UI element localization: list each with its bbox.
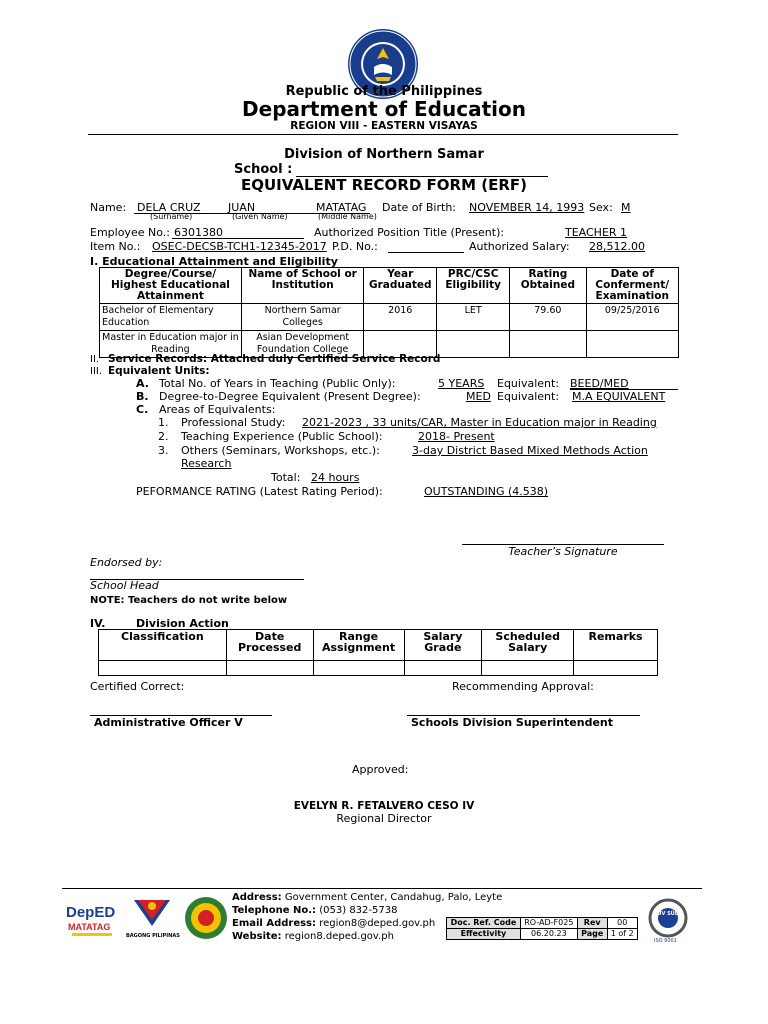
- effectivity-value: 06.20.23: [520, 929, 577, 940]
- cell-remarks[interactable]: [574, 661, 658, 676]
- cell-eligibility: [437, 331, 510, 358]
- cell-range-assignment[interactable]: [313, 661, 404, 676]
- pd-label: P.D. No.:: [332, 240, 378, 253]
- item-a-label: A.: [136, 377, 149, 390]
- cell-degree: Master in Education major in Reading: [100, 331, 242, 358]
- address-value: Government Center, Candahug, Palo, Leyte: [284, 892, 503, 903]
- endorsed-by-label: Endorsed by:: [90, 556, 163, 569]
- page-label: Page: [577, 929, 607, 940]
- phone-value: (053) 832-5738: [319, 905, 398, 916]
- email-value[interactable]: region8@deped.gov.ph: [319, 918, 436, 929]
- name-label: Name:: [90, 201, 127, 214]
- item-c3-text: Others (Seminars, Workshops, etc.):: [181, 444, 380, 457]
- position-value: TEACHER 1: [565, 226, 628, 239]
- sex-label: Sex:: [589, 201, 613, 214]
- item-a-equiv: BEED/MED: [570, 377, 629, 390]
- director-name: EVELYN R. FETALVERO CESO IV: [293, 800, 475, 812]
- given-name-value: JUAN: [228, 201, 256, 214]
- cell-date-processed[interactable]: [226, 661, 313, 676]
- item-c3-value-2: Research: [181, 457, 232, 470]
- form-title: EQUIVALENT RECORD FORM (ERF): [240, 176, 527, 194]
- rev-value: 00: [607, 918, 637, 929]
- tuv-text: TÜV SÜD: [654, 911, 679, 917]
- approved-label: Approved:: [352, 763, 409, 776]
- teacher-signature-label: Teacher’s Signature: [508, 545, 618, 558]
- header-year: Year Graduated: [364, 268, 437, 304]
- total-value: 24 hours: [311, 471, 360, 484]
- section3-title: Equivalent Units:: [108, 365, 210, 377]
- school-head-label: School Head: [90, 579, 159, 592]
- header-scheduled-salary: Scheduled Salary: [482, 630, 574, 661]
- item-label: Item No.:: [90, 240, 141, 253]
- section4-title: Division Action: [136, 617, 229, 630]
- matatag-stripe: [72, 933, 112, 936]
- recommending-approval-label: Recommending Approval:: [452, 680, 594, 693]
- school-label: School :: [234, 162, 293, 177]
- header-classification: Classification: [99, 630, 227, 661]
- phone-label: Telephone No.:: [232, 905, 317, 916]
- table-row: [99, 661, 658, 676]
- doc-ref-table: [446, 917, 638, 940]
- division-action-table: [98, 629, 658, 676]
- employee-value: 6301380: [174, 226, 223, 239]
- bagong-pilipinas-logo: [124, 896, 180, 934]
- item-b-equiv: M.A EQUIVALENT: [572, 390, 666, 403]
- header-range-assignment: Range Assignment: [313, 630, 404, 661]
- item-c2-text: Teaching Experience (Public School):: [181, 430, 383, 443]
- region-heading: REGION VIII - EASTERN VISAYAS: [290, 120, 478, 132]
- table-row: [100, 304, 679, 331]
- header-degree: Degree/Course/ Highest Educational Attainment: [100, 268, 242, 304]
- item-a-value: 5 YEARS: [438, 377, 485, 390]
- cell-salary-grade[interactable]: [404, 661, 482, 676]
- salary-label: Authorized Salary:: [469, 240, 570, 253]
- item-b-label: B.: [136, 390, 149, 403]
- middle-name-value: MATATAG: [316, 201, 367, 214]
- cell-rating: [510, 331, 586, 358]
- director-title: Regional Director: [336, 812, 432, 825]
- item-c3-num: 3.: [158, 444, 169, 457]
- given-caption: (Given Name): [232, 212, 288, 221]
- section1-title: I. Educational Attainment and Eligibility: [90, 255, 338, 268]
- employee-label: Employee No.:: [90, 226, 170, 239]
- sex-value: M: [621, 201, 631, 214]
- cell-conferment: [586, 331, 678, 358]
- doc-ref-value: RO-AD-F025: [520, 918, 577, 929]
- cell-degree: Bachelor of Elementary Education: [100, 304, 242, 331]
- education-table: [99, 267, 679, 358]
- cell-rating: 79.60: [510, 304, 586, 331]
- table-header-row: [100, 268, 679, 304]
- header-salary-grade: Salary Grade: [404, 630, 482, 661]
- item-a-equiv-label: Equivalent:: [497, 377, 560, 390]
- website-value[interactable]: region8.deped.gov.ph: [284, 931, 394, 942]
- certified-correct-label: Certified Correct:: [90, 680, 185, 693]
- dob-label: Date of Birth:: [382, 201, 457, 214]
- cell-school: Northern Samar Colleges: [241, 304, 364, 331]
- salary-value: 28,512.00: [589, 240, 645, 253]
- header-conferment: Date of Conferment/ Examination: [586, 268, 678, 304]
- surname-value: DELA CRUZ: [137, 201, 201, 214]
- division-heading: Division of Northern Samar: [284, 147, 484, 162]
- item-b-text: Degree-to-Degree Equivalent (Present Degree):: [159, 390, 421, 403]
- dob-value: NOVEMBER 14, 1993: [469, 201, 585, 214]
- matatag-logo: MATATAG: [68, 922, 111, 932]
- section2-num: II.: [90, 354, 100, 365]
- page-value: 1 of 2: [607, 929, 637, 940]
- cell-school: Asian Development Foundation College: [241, 331, 364, 358]
- section4-num: IV.: [90, 617, 106, 630]
- performance-label: PEFORMANCE RATING (Latest Rating Period):: [136, 485, 383, 498]
- doc-ref-label: Doc. Ref. Code: [447, 918, 521, 929]
- note-text: NOTE: Teachers do not write below: [90, 595, 288, 606]
- email-label: Email Address:: [232, 918, 317, 929]
- header-date-processed: Date Processed: [226, 630, 313, 661]
- item-b-value: MED: [466, 390, 491, 403]
- item-c2-value: 2018- Present: [418, 430, 495, 443]
- item-a-text: Total No. of Years in Teaching (Public Only):: [159, 377, 396, 390]
- cell-eligibility: LET: [437, 304, 510, 331]
- republic-heading: Republic of the Philippines: [285, 84, 483, 99]
- header-school: Name of School or Institution: [241, 268, 364, 304]
- effectivity-label: Effectivity: [447, 929, 521, 940]
- item-c1-num: 1.: [158, 416, 169, 429]
- performance-value: OUTSTANDING (4.538): [424, 485, 549, 498]
- admin-officer-label: Administrative Officer V: [94, 716, 243, 729]
- item-c-text: Areas of Equivalents:: [159, 403, 276, 416]
- item-c3-value-1: 3-day District Based Mixed Methods Action: [412, 444, 648, 457]
- item-c-label: C.: [136, 403, 149, 416]
- iso-text: ISO 9001: [654, 938, 677, 944]
- position-label: Authorized Position Title (Present):: [314, 226, 505, 239]
- region-seal-logo: [184, 896, 228, 940]
- item-c2-num: 2.: [158, 430, 169, 443]
- header-rating: Rating Obtained: [510, 268, 586, 304]
- section2-title: Service Records: Attached duly Certified Service Record: [108, 353, 441, 365]
- department-heading: Department of Education: [242, 97, 526, 121]
- rev-label: Rev: [577, 918, 607, 929]
- website-label: Website:: [232, 931, 282, 942]
- header-remarks: Remarks: [574, 630, 658, 661]
- surname-caption: (Surname): [150, 212, 193, 221]
- item-value: OSEC-DECSB-TCH1-12345-2017: [152, 240, 327, 253]
- deped-logo: DepED: [66, 904, 116, 921]
- section3-num: III.: [90, 366, 103, 377]
- table-header-row: [99, 630, 658, 661]
- total-label: Total:: [271, 471, 301, 484]
- cell-conferment: 09/25/2016: [586, 304, 678, 331]
- iso-cert-logo: [648, 898, 688, 938]
- superintendent-label: Schools Division Superintendent: [411, 716, 614, 729]
- item-c1-value: 2021-2023 , 33 units/CAR, Master in Education major in Reading: [302, 416, 657, 429]
- header-eligibility: PRC/CSC Eligibility: [437, 268, 510, 304]
- cell-year: 2016: [364, 304, 437, 331]
- middle-caption: (Middle Name): [318, 212, 377, 221]
- bagong-pilipinas-text: BAGONG PILIPINAS: [126, 933, 180, 939]
- cell-scheduled-salary[interactable]: [482, 661, 574, 676]
- item-c1-text: Professional Study:: [181, 416, 286, 429]
- cell-classification[interactable]: [99, 661, 227, 676]
- address-label: Address:: [232, 892, 282, 903]
- item-b-equiv-label: Equivalent:: [497, 390, 560, 403]
